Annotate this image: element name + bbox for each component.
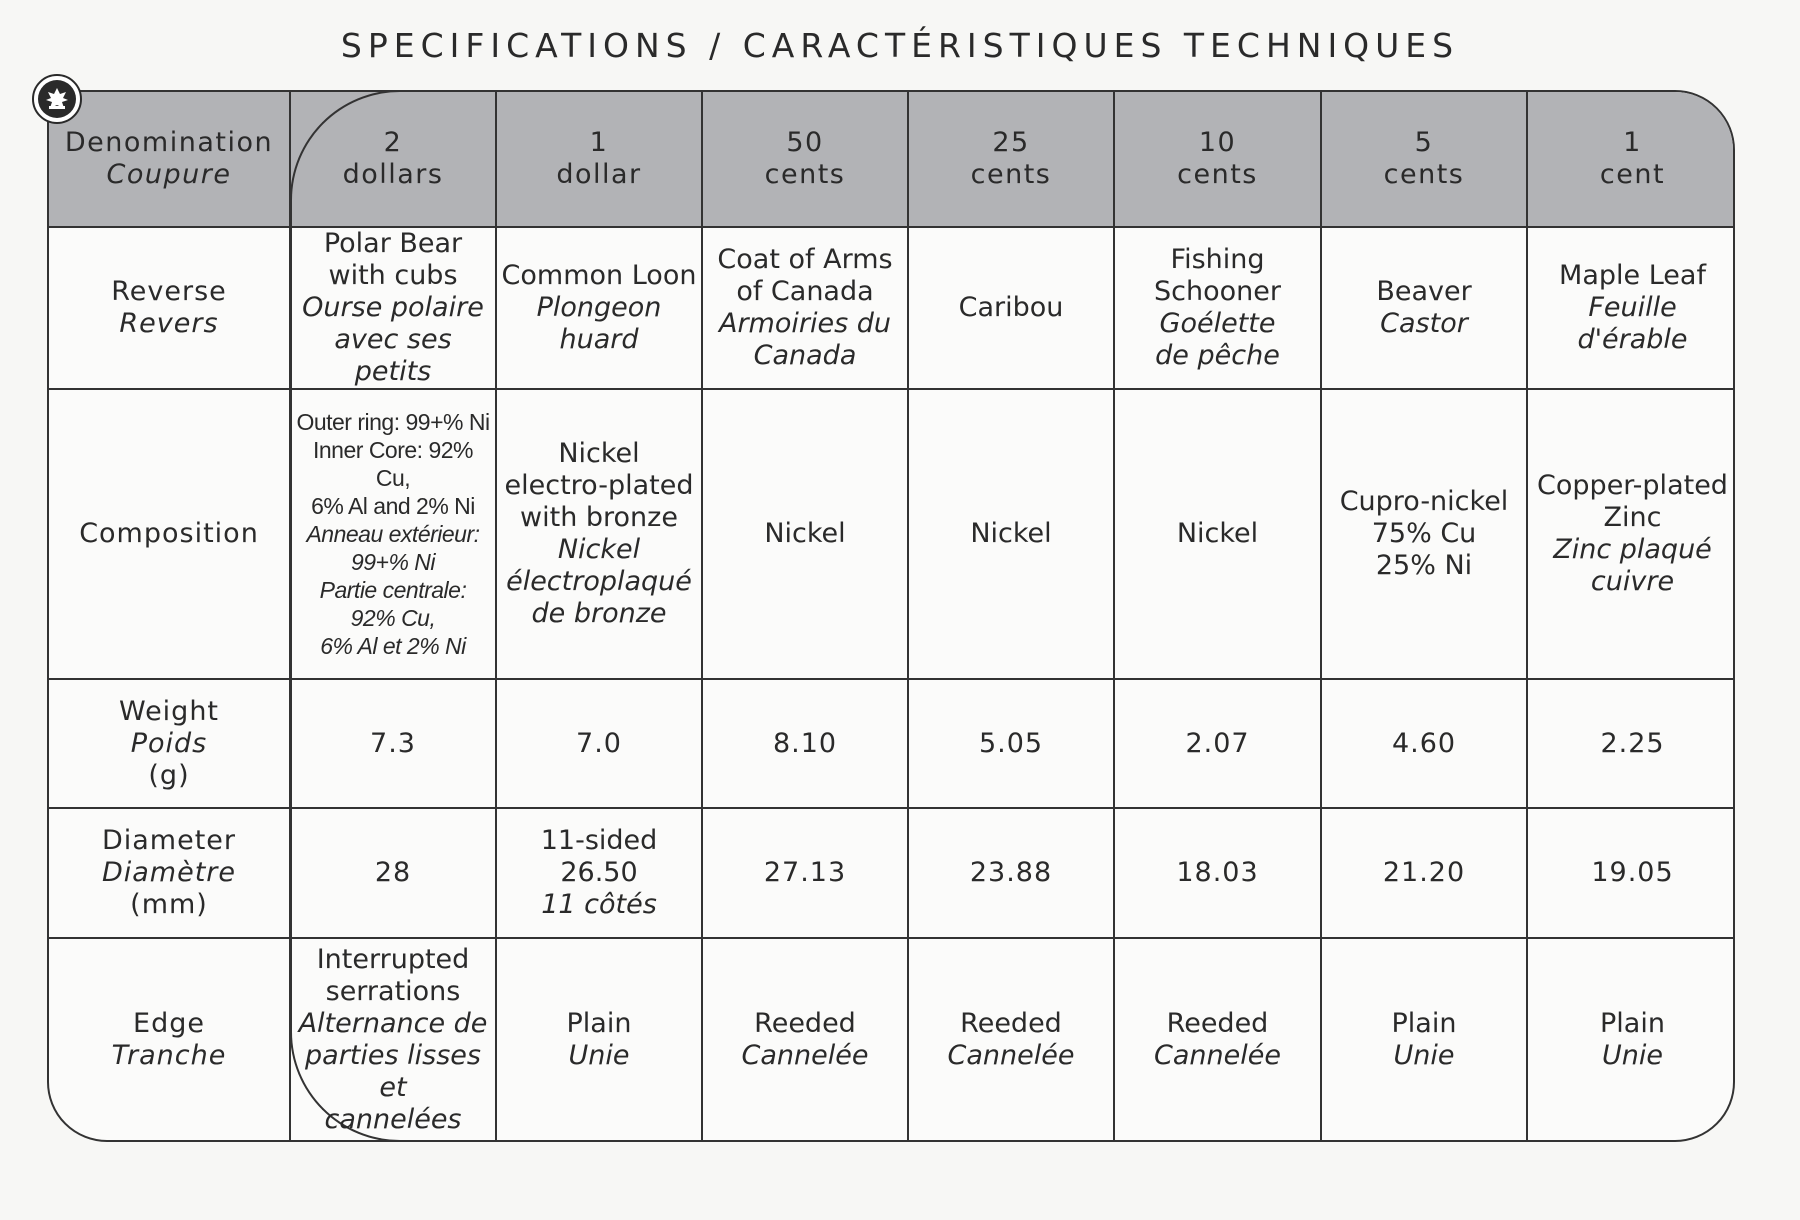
denomination-unit: cents <box>1177 159 1258 190</box>
edge-line-en: Reeded <box>1166 1007 1269 1039</box>
royal-canadian-mint-icon <box>32 74 82 124</box>
denomination-unit: dollars <box>342 159 444 190</box>
denomination-value: 5 <box>1414 127 1434 158</box>
composition-cell <box>1321 389 1527 679</box>
edge-line-fr: Unie <box>568 1039 630 1071</box>
composition-line-en: electro-plated <box>504 470 694 501</box>
reverse-line-fr: Castor <box>1380 308 1468 339</box>
reverse-line-en: Beaver <box>1376 276 1472 307</box>
reverse-header <box>49 227 290 389</box>
edge-line-en: Plain <box>1600 1007 1665 1039</box>
edge-line-fr: Cannelée <box>741 1039 869 1071</box>
composition-label: Composition <box>79 518 259 549</box>
denomination-value: 10 <box>1198 127 1237 158</box>
reverse-row <box>49 227 1735 389</box>
diameter-line-en: 11-sided <box>540 825 658 856</box>
edge-label-fr: Tranche <box>111 1039 227 1071</box>
denomination-label: Denomination <box>64 127 274 158</box>
reverse-line-en: Fishing <box>1170 244 1265 275</box>
composition-line-en: 6% Al and 2% Ni <box>311 493 475 519</box>
edge-line-en: Plain <box>1391 1007 1457 1039</box>
diameter-line-en: 28 <box>374 857 412 888</box>
reverse-line-en: Caribou <box>958 292 1064 323</box>
edge-line-fr: Cannelée <box>947 1039 1075 1071</box>
diameter-line-en: 19.05 <box>1591 857 1674 888</box>
weight-cell: 8.10 <box>702 679 908 808</box>
reverse-line-fr: avec ses petits <box>334 324 452 387</box>
denomination-header <box>49 92 290 227</box>
denomination-value: 1 <box>589 127 609 158</box>
denomination-unit: dollar <box>556 159 642 190</box>
composition-line-en: Cupro-nickel <box>1339 486 1509 517</box>
weight-header <box>49 679 290 808</box>
reverse-line-fr: Canada <box>753 340 857 371</box>
composition-line-en: Nickel <box>558 438 640 469</box>
reverse-line-fr: Ourse polaire <box>302 292 484 323</box>
edge-line-fr: Unie <box>1602 1039 1663 1071</box>
denomination-cell <box>702 92 908 227</box>
edge-line-fr: Alternance de <box>298 1007 488 1039</box>
composition-line-fr: électroplaqué <box>506 566 692 597</box>
reverse-cell <box>1114 227 1321 389</box>
diameter-cell <box>1321 808 1527 938</box>
reverse-line-en: Polar Bear <box>323 228 463 259</box>
weight-cell: 5.05 <box>908 679 1114 808</box>
weight-cell: 2.07 <box>1114 679 1321 808</box>
composition-line-fr: Nickel <box>557 534 641 565</box>
weight-cell: 7.3 <box>290 679 496 808</box>
diameter-unit: (mm) <box>130 889 208 920</box>
edge-line-en: Interrupted <box>316 943 470 975</box>
diameter-cell <box>1527 808 1735 938</box>
reverse-line-en: Maple Leaf <box>1559 260 1706 291</box>
edge-cell <box>1527 938 1735 1140</box>
edge-cell <box>496 938 702 1140</box>
diameter-cell <box>496 808 702 938</box>
composition-line-fr: Partie centrale: <box>319 577 467 603</box>
edge-cell <box>290 938 496 1140</box>
reverse-label-fr: Revers <box>119 308 219 339</box>
denomination-cell <box>1114 92 1321 227</box>
diameter-cell <box>1114 808 1321 938</box>
composition-line-en: Zinc <box>1603 502 1662 533</box>
denomination-cell <box>1321 92 1527 227</box>
reverse-line-fr: de pêche <box>1155 340 1280 371</box>
composition-cell <box>1527 389 1735 679</box>
composition-line-fr: 6% Al et 2% Ni <box>320 633 466 659</box>
composition-row <box>49 389 1735 679</box>
diameter-line-en: 23.88 <box>969 857 1053 888</box>
composition-line-fr: 92% Cu, <box>350 605 436 631</box>
weight-label-fr: Poids <box>130 727 208 759</box>
edge-header <box>49 938 290 1140</box>
denomination-unit: cent <box>1599 159 1666 190</box>
composition-cell <box>290 389 496 679</box>
reverse-cell <box>496 227 702 389</box>
edge-cell <box>1114 938 1321 1140</box>
composition-line-en: Nickel <box>1176 518 1259 549</box>
diameter-line-en: 18.03 <box>1176 857 1259 888</box>
composition-header <box>49 389 290 679</box>
reverse-cell <box>290 227 496 389</box>
diameter-line-fr: 11 côtés <box>541 889 657 920</box>
composition-line-en: Nickel <box>764 518 846 549</box>
denomination-cell <box>496 92 702 227</box>
reverse-cell <box>908 227 1114 389</box>
diameter-line-en: 26.50 <box>560 857 638 888</box>
edge-line-en: serrations <box>325 975 461 1007</box>
composition-line-fr: Zinc plaqué <box>1553 534 1712 565</box>
diameter-cell <box>290 808 496 938</box>
reverse-line-fr: Plongeon huard <box>536 292 662 355</box>
composition-line-en: with bronze <box>520 502 678 533</box>
composition-line-fr: cuivre <box>1590 566 1675 597</box>
denomination-unit: cents <box>1383 159 1465 190</box>
edge-label: Edge <box>133 1007 205 1039</box>
denomination-unit: cents <box>764 159 846 190</box>
weight-cell: 2.25 <box>1527 679 1735 808</box>
diameter-line-en: 27.13 <box>763 857 847 888</box>
composition-line-en: Inner Core: 92% Cu, <box>313 437 473 491</box>
composition-line-en: 75% Cu <box>1371 518 1477 549</box>
composition-line-fr: 99+% Ni <box>350 549 436 575</box>
weight-cell: 4.60 <box>1321 679 1527 808</box>
diameter-header <box>49 808 290 938</box>
reverse-line-en: Common Loon <box>501 260 697 291</box>
denomination-cell <box>1527 92 1735 227</box>
edge-cell <box>702 938 908 1140</box>
reverse-cell <box>1321 227 1527 389</box>
edge-row <box>49 938 1735 1140</box>
composition-line-fr: Anneau extérieur: <box>306 521 480 547</box>
diameter-cell <box>702 808 908 938</box>
denomination-value: 25 <box>992 127 1030 158</box>
edge-line-fr: Cannelée <box>1154 1039 1281 1071</box>
weight-label: Weight <box>118 695 220 727</box>
diameter-cell <box>908 808 1114 938</box>
composition-line-fr: de bronze <box>531 598 667 629</box>
composition-line-en: Outer ring: 99+% Ni <box>296 409 490 435</box>
denomination-row <box>49 92 1735 227</box>
weight-cell: 7.0 <box>496 679 702 808</box>
denomination-value: 2 <box>383 127 403 158</box>
composition-cell <box>908 389 1114 679</box>
denomination-value: 50 <box>786 127 824 158</box>
spec-grid <box>49 92 1735 1140</box>
denomination-cell <box>290 92 496 227</box>
edge-line-fr: cannelées <box>324 1103 462 1135</box>
reverse-line-en: of Canada <box>736 276 874 307</box>
reverse-line-en: Coat of Arms <box>717 244 893 275</box>
denomination-value: 1 <box>1623 127 1642 158</box>
edge-line-en: Reeded <box>960 1007 1062 1039</box>
denomination-cell <box>908 92 1114 227</box>
weight-row <box>49 679 1735 808</box>
edge-cell <box>908 938 1114 1140</box>
denomination-label-fr: Coupure <box>106 159 232 190</box>
composition-line-en: Copper-plated <box>1537 470 1728 501</box>
reverse-line-fr: d'érable <box>1577 324 1688 355</box>
reverse-line-fr: Goélette <box>1159 308 1276 339</box>
composition-cell <box>1114 389 1321 679</box>
diameter-line-en: 21.20 <box>1382 857 1466 888</box>
reverse-label: Reverse <box>111 276 227 307</box>
composition-line-en: 25% Ni <box>1375 550 1473 581</box>
weight-unit: (g) <box>148 759 190 791</box>
reverse-line-en: with cubs <box>328 260 458 291</box>
composition-cell <box>702 389 908 679</box>
edge-line-en: Reeded <box>754 1007 856 1039</box>
diameter-label-fr: Diamètre <box>101 857 237 888</box>
composition-cell <box>496 389 702 679</box>
reverse-cell <box>1527 227 1735 389</box>
composition-line-en: Nickel <box>970 518 1052 549</box>
edge-line-en: Plain <box>566 1007 632 1039</box>
edge-line-fr: Unie <box>1393 1039 1455 1071</box>
diameter-row <box>49 808 1735 938</box>
denomination-unit: cents <box>970 159 1052 190</box>
reverse-line-en: Schooner <box>1154 276 1281 307</box>
edge-line-fr: parties lisses et <box>305 1039 481 1103</box>
page-title: SPECIFICATIONS / CARACTÉRISTIQUES TECHNIQUES <box>340 26 1460 65</box>
diameter-label: Diameter <box>101 825 237 856</box>
reverse-line-fr: Feuille <box>1588 292 1677 323</box>
edge-cell <box>1321 938 1527 1140</box>
specifications-table <box>47 90 1735 1142</box>
reverse-line-fr: Armoiries du <box>718 308 891 339</box>
reverse-cell <box>702 227 908 389</box>
